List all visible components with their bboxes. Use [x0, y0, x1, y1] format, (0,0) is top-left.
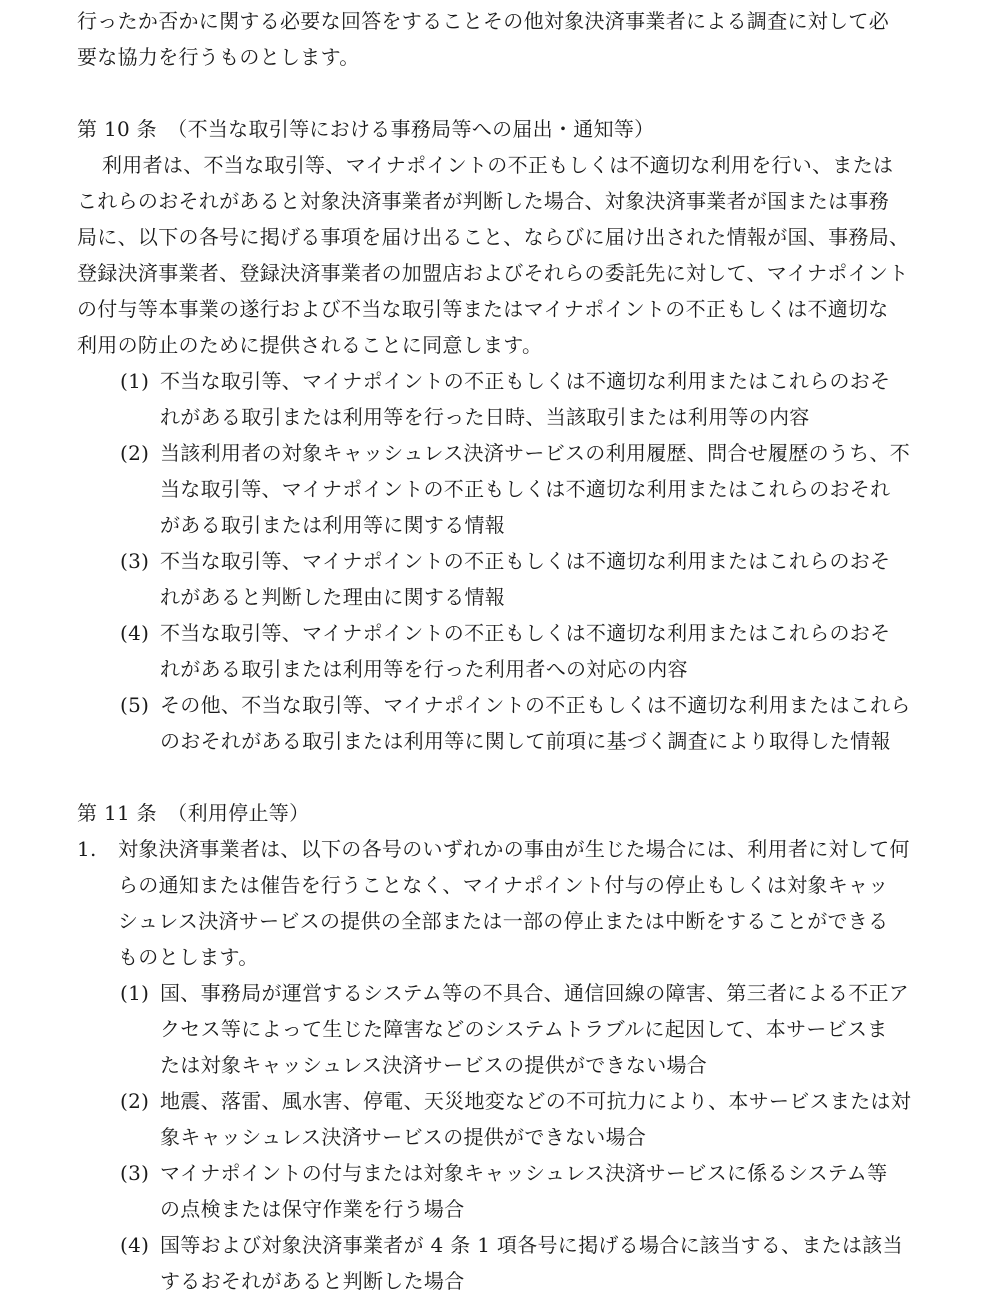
- list-item-line: れがある取引または利用等を行った日時、当該取引または利用等の内容: [160, 405, 810, 429]
- list-item-line: クセス等によって生じた障害などのシステムトラブルに起因して、本サービスま: [160, 1017, 888, 1041]
- paragraph-line: シュレス決済サービスの提供の全部または一部の停止または中断をすることができる: [118, 909, 889, 933]
- list-item-line: 不当な取引等、マイナポイントの不正もしくは不適切な利用またはこれらのおそ: [160, 369, 891, 393]
- article-heading: 第 10 条 （不当な取引等における事務局等への届出・通知等）: [77, 117, 655, 141]
- list-item-line: の点検または保守作業を行う場合: [160, 1197, 465, 1221]
- list-item-line: するおそれがあると判断した場合: [160, 1269, 465, 1293]
- list-item-line: れがある取引または利用等を行った利用者への対応の内容: [160, 657, 688, 681]
- list-item-number: (3): [120, 549, 150, 573]
- list-item-line: 当該利用者の対象キャッシュレス決済サービスの利用履歴、問合せ履歴のうち、不: [160, 441, 911, 465]
- paragraph-line: 対象決済事業者は、以下の各号のいずれかの事由が生じた場合には、利用者に対して何: [118, 837, 910, 861]
- list-item-number: (4): [120, 1233, 150, 1257]
- intro-line: 行ったか否かに関する必要な回答をすることその他対象決済事業者による調査に対して必: [77, 9, 889, 33]
- list-item-number: (2): [120, 441, 150, 465]
- intro-line: 要な協力を行うものとします。: [77, 45, 360, 69]
- article-body-line: 利用の防止のために提供されることに同意します。: [77, 333, 543, 357]
- list-item-line: がある取引または利用等に関する情報: [160, 513, 506, 537]
- article-body-line: これらのおそれがあると対象決済事業者が判断した場合、対象決済事業者が国または事務: [77, 189, 889, 213]
- article-body-line: 利用者は、不当な取引等、マイナポイントの不正もしくは不適切な利用を行い、または: [102, 153, 894, 177]
- paragraph-line: らの通知または催告を行うことなく、マイナポイント付与の停止もしくは対象キャッ: [118, 873, 889, 897]
- article-body-line: の付与等本事業の遂行および不当な取引等またはマイナポイントの不正もしくは不適切な: [77, 297, 889, 321]
- list-item-number: (1): [120, 369, 150, 393]
- list-item-line: 地震、落雷、風水害、停電、天災地変などの不可抗力により、本サービスまたは対: [160, 1089, 912, 1113]
- list-item-line: 国等および対象決済事業者が 4 条 1 項各号に掲げる場合に該当する、または該当: [160, 1233, 903, 1257]
- list-item-line: 不当な取引等、マイナポイントの不正もしくは不適切な利用またはこれらのおそ: [160, 549, 891, 573]
- list-item-number: (4): [120, 621, 150, 645]
- list-item-line: れがあると判断した理由に関する情報: [160, 585, 506, 609]
- list-item-line: 不当な取引等、マイナポイントの不正もしくは不適切な利用またはこれらのおそ: [160, 621, 891, 645]
- list-item-number: (1): [120, 981, 150, 1005]
- paragraph-line: ものとします。: [118, 945, 259, 969]
- list-item-number: (5): [120, 693, 150, 717]
- list-item-line: 象キャッシュレス決済サービスの提供ができない場合: [160, 1125, 647, 1149]
- paragraph-number: 1.: [77, 837, 97, 861]
- list-item-line: 国、事務局が運営するシステム等の不具合、通信回線の障害、第三者による不正ア: [160, 981, 910, 1005]
- list-item-number: (2): [120, 1089, 150, 1113]
- article-body-line: 登録決済事業者、登録決済事業者の加盟店およびそれらの委託先に対して、マイナポイント: [77, 261, 909, 285]
- list-item-line: のおそれがある取引または利用等に関して前項に基づく調査により取得した情報: [160, 729, 891, 753]
- list-item-line: たは対象キャッシュレス決済サービスの提供ができない場合: [160, 1053, 708, 1077]
- article-heading: 第 11 条 （利用停止等）: [77, 801, 310, 825]
- article-body-line: 局に、以下の各号に掲げる事項を届け出ること、ならびに届け出された情報が国、事務局、: [77, 225, 910, 249]
- list-item-line: その他、不当な取引等、マイナポイントの不正もしくは不適切な利用またはこれら: [160, 693, 911, 717]
- list-item-line: マイナポイントの付与または対象キャッシュレス決済サービスに係るシステム等: [160, 1161, 888, 1185]
- list-item-line: 当な取引等、マイナポイントの不正もしくは不適切な利用またはこれらのおそれ: [160, 477, 891, 501]
- list-item-number: (3): [120, 1161, 150, 1185]
